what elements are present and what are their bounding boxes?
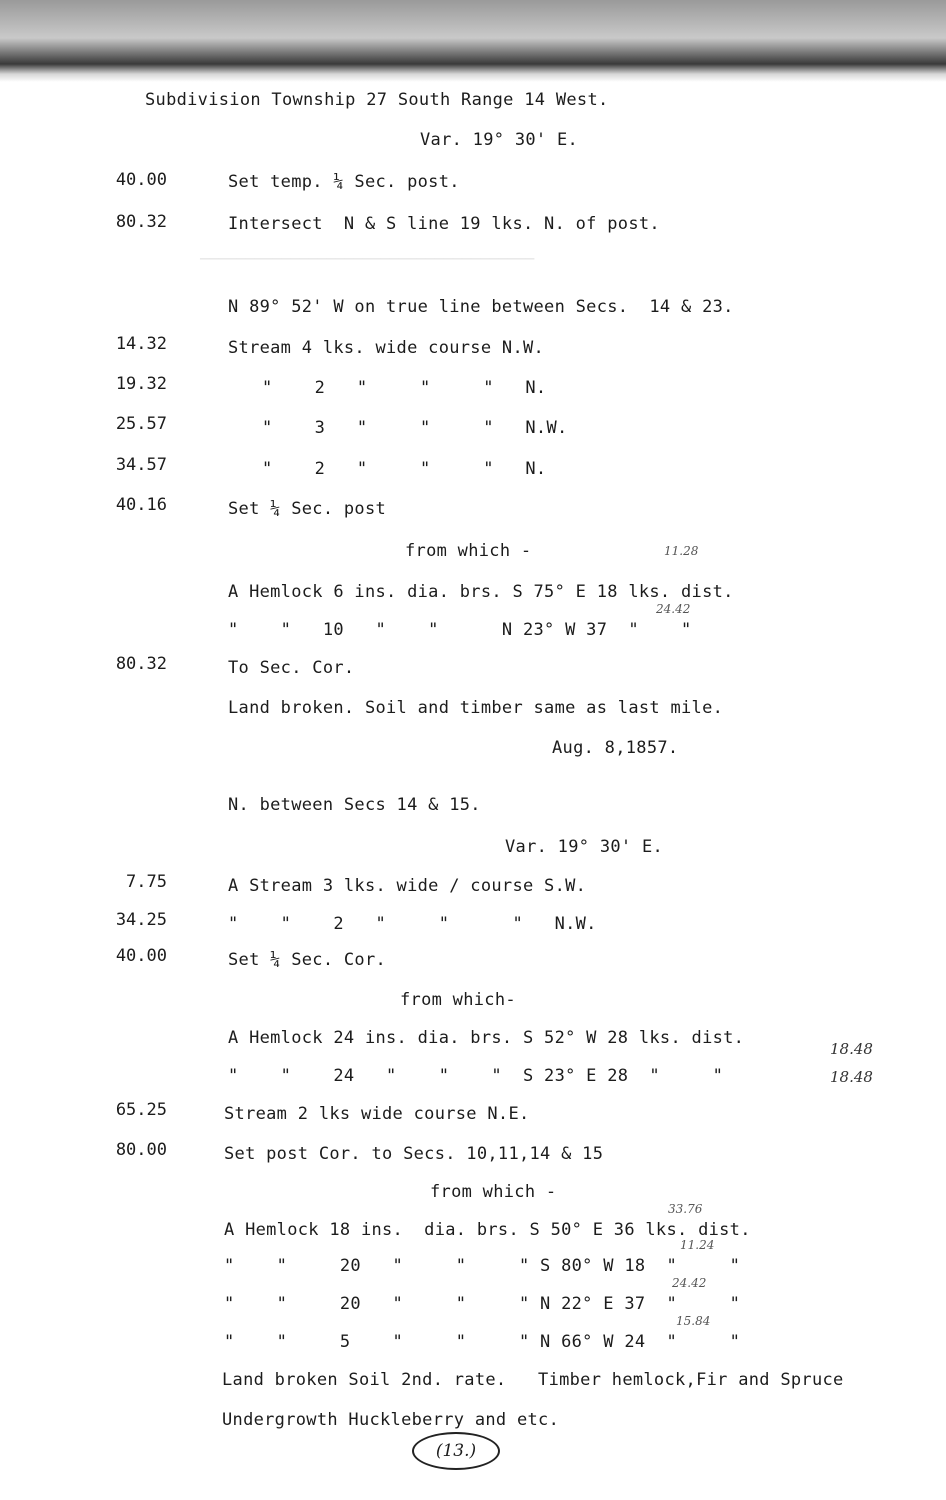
chain-distance: 14.32: [115, 334, 167, 354]
handwritten-note: 24.42: [672, 1276, 707, 1290]
remarks: Undergrowth Huckleberry and etc.: [222, 1410, 560, 1430]
handwritten-note: 15.84: [676, 1314, 711, 1328]
from-which: from which -: [430, 1182, 557, 1202]
note-line: " 3 " " " N.W.: [262, 418, 568, 438]
handwritten-note: 33.76: [668, 1202, 703, 1216]
chain-distance: 80.32: [115, 212, 167, 232]
note-line: Set temp. ¼ Sec. post.: [228, 172, 460, 192]
note-line: Set post Cor. to Secs. 10,11,14 & 15: [224, 1144, 604, 1164]
note-line: " " 2 " " " N.W.: [228, 914, 597, 934]
bearing-tree: A Hemlock 18 ins. dia. brs. S 50° E 36 lks. dist.: [224, 1220, 751, 1240]
chain-distance: 25.57: [115, 414, 167, 434]
chain-distance: 65.25: [115, 1100, 167, 1120]
bearing-tree: " " 24 " " " S 23° E 28 " ": [228, 1066, 724, 1086]
bearing-tree: A Hemlock 24 ins. dia. brs. S 52° W 28 lks. dist.: [228, 1028, 745, 1048]
bearing-tree: " " 10 " " N 23° W 37 " ": [228, 620, 692, 640]
note-line: A Stream 3 lks. wide / course S.W.: [228, 876, 587, 896]
note-line: Set ¼ Sec. post: [228, 499, 387, 519]
variation: Var. 19° 30' E.: [505, 837, 664, 857]
handwritten-note: 18.48: [830, 1040, 873, 1058]
handwritten-note: 11.28: [664, 544, 699, 558]
note-line: Stream 2 lks wide course N.E.: [224, 1104, 530, 1124]
remarks: Land broken Soil 2nd. rate. Timber hemlock,Fir and Spruce: [222, 1370, 844, 1390]
chain-distance: 40.00: [115, 946, 167, 966]
note-line: " 2 " " " N.: [262, 378, 547, 398]
chain-distance: 19.32: [115, 374, 167, 394]
chain-distance: 40.16: [115, 495, 167, 515]
line-heading: N. between Secs 14 & 15.: [228, 795, 481, 815]
note-line: Set ¼ Sec. Cor.: [228, 950, 387, 970]
chain-distance: 7.75: [126, 872, 167, 892]
chain-distance: 34.57: [115, 455, 167, 475]
bearing-tree: " " 20 " " " S 80° W 18 " ": [224, 1256, 741, 1276]
handwritten-note: 24.42: [656, 602, 691, 616]
date: Aug. 8,1857.: [552, 738, 679, 758]
from-which: from which-: [400, 990, 516, 1010]
handwritten-note: 18.48: [830, 1068, 873, 1086]
variation: Var. 19° 30' E.: [420, 130, 579, 150]
bleed-through: ─────────────────────────────────────: [200, 250, 535, 268]
note-line: " 2 " " " N.: [262, 459, 547, 479]
line-heading: N 89° 52' W on true line between Secs. 14 & 23.: [228, 297, 734, 317]
note-line: Intersect N & S line 19 lks. N. of post.: [228, 214, 660, 234]
page-title: Subdivision Township 27 South Range 14 West.: [145, 90, 609, 110]
chain-distance: 80.32: [115, 654, 167, 674]
note-line: To Sec. Cor.: [228, 658, 355, 678]
remarks: Land broken. Soil and timber same as last mile.: [228, 698, 724, 718]
note-line: Stream 4 lks. wide course N.W.: [228, 338, 545, 358]
bearing-tree: " " 5 " " " N 66° W 24 " ": [224, 1332, 741, 1352]
handwritten-note: 11.24: [680, 1238, 715, 1252]
chain-distance: 80.00: [115, 1140, 167, 1160]
from-which: from which -: [405, 541, 532, 561]
bearing-tree: " " 20 " " " N 22° E 37 " ": [224, 1294, 741, 1314]
chain-distance: 34.25: [115, 910, 167, 930]
page-number: (13.): [412, 1432, 500, 1470]
chain-distance: 40.00: [115, 170, 167, 190]
bearing-tree: A Hemlock 6 ins. dia. brs. S 75° E 18 lks. dist.: [228, 582, 734, 602]
